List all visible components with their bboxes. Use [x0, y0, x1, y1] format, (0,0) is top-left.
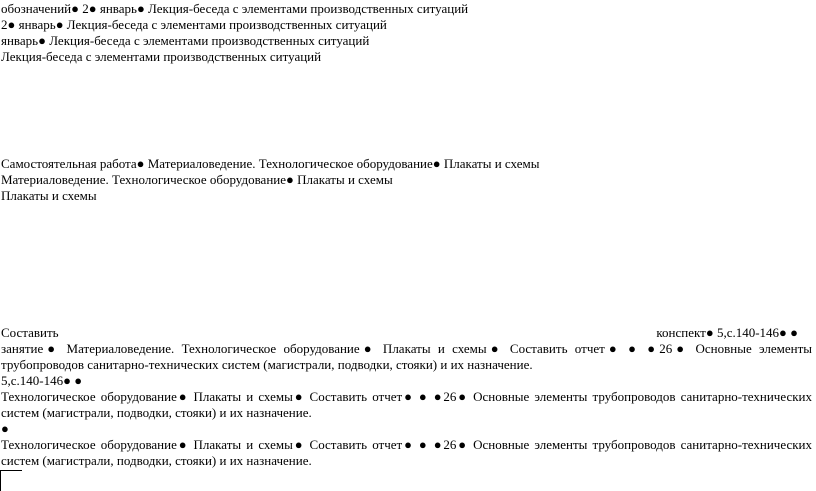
text-line-6: Материаловедение. Технологическое оборудование● Плакаты и схемы — [1, 172, 393, 187]
paragraph-3-line-1: Технологическое оборудование● Плакаты и схемы● Составить отчет● ● ●26● Основные элементы трубопроводов санитарно-технических — [1, 437, 812, 452]
compose-word: Составить — [1, 325, 59, 340]
text-line-5: Самостоятельная работа● Материаловедение. Технологическое оборудование● Плакаты и схемы — [1, 156, 540, 171]
table-cell-border — [0, 470, 22, 491]
paragraph-2-line-1: Технологическое оборудование● Плакаты и схемы● Составить отчет● ● ●26● Основные элементы трубопроводов санитарно-технических — [1, 389, 812, 404]
bullet-line: ● — [1, 421, 9, 436]
split-line — [1, 325, 798, 341]
text-line-7: Плакаты и схемы — [1, 188, 97, 203]
paragraph-3-line-2: систем (магистрали, подводки, стояки) и их назначение. — [1, 453, 312, 468]
paragraph-1-line-1: занятие● Материаловедение. Технологическое оборудование● Плакаты и схемы● Составить отчет● ● ●26● Основные элементы — [1, 341, 812, 356]
summary-ref: конспект● 5,с.140-146● ● — [656, 325, 798, 340]
text-line-4: Лекция-беседа с элементами производственных ситуаций — [1, 49, 322, 64]
paragraph-1-line-2: трубопроводов санитарно-технических систем (магистрали, подводки, стояки) и их назначение. — [1, 357, 533, 372]
text-line-3: январь● Лекция-беседа с элементами производственных ситуаций — [1, 33, 370, 48]
reference-line: 5,с.140-146● ● — [1, 373, 83, 388]
paragraph-2-line-2: систем (магистрали, подводки, стояки) и их назначение. — [1, 405, 312, 420]
text-line-1: обозначений● 2● январь● Лекция-беседа с элементами производственных ситуаций — [1, 1, 469, 16]
text-line-2: 2● январь● Лекция-беседа с элементами производственных ситуаций — [1, 17, 387, 32]
